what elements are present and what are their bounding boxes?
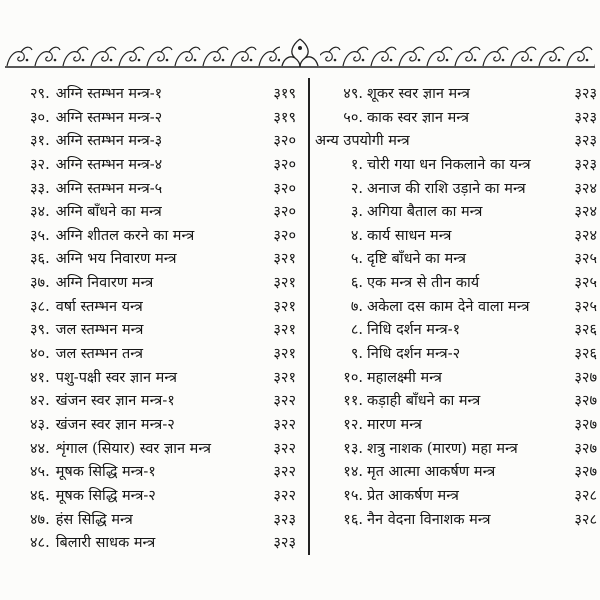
entry-number: ६. <box>350 275 363 292</box>
entry-title: निधि दर्शन मन्त्र-२ <box>367 346 461 363</box>
entry-title: अग्नि शीतल करने का मन्त्र <box>55 227 195 244</box>
entry-page: ३२३ <box>574 133 597 150</box>
entry-title: खंजन स्वर ज्ञान मन्त्र-२ <box>55 416 175 433</box>
entry-title: बिलारी साधक मन्त्र <box>55 535 156 552</box>
entry-page: ३२२ <box>273 487 296 504</box>
entry-number: ४२. <box>30 393 50 410</box>
entry-label <box>30 367 177 391</box>
ornamental-border <box>0 36 600 70</box>
entry-page: ३२४ <box>574 180 597 197</box>
entry-title: अग्नि स्तम्भन मन्त्र-५ <box>55 180 163 197</box>
entry-page: ३२७ <box>574 464 597 481</box>
entry-page: ३२१ <box>273 369 296 386</box>
entry-page: ३२३ <box>574 86 597 102</box>
toc-entry <box>310 319 600 343</box>
entry-title: अग्नि निवारण मन्त्र <box>55 275 154 292</box>
entry-page: ३२२ <box>273 393 296 410</box>
entry-number: ४९. <box>343 86 363 102</box>
entry-title: निधि दर्शन मन्त्र-१ <box>367 322 461 339</box>
entry-page: ३२० <box>273 227 296 244</box>
entry-page: ३२५ <box>574 275 597 292</box>
entry-page: ३२५ <box>574 298 597 315</box>
entry-number: १२. <box>343 416 363 433</box>
entry-title: मूषक सिद्धि मन्त्र-१ <box>55 464 156 481</box>
toc-entry <box>0 532 305 556</box>
entry-number: १३. <box>343 440 363 457</box>
entry-title: अगिया बैताल का मन्त्र <box>367 204 483 221</box>
toc-entry <box>0 296 305 320</box>
entry-page: ३२८ <box>574 487 597 504</box>
entry-number: ४४. <box>30 440 50 457</box>
toc-right-column <box>310 83 600 532</box>
entry-number: ३. <box>350 204 363 221</box>
toc-entry <box>310 343 600 367</box>
entry-title: शत्रु नाशक (मारण) महा मन्त्र <box>367 440 518 457</box>
toc-entry <box>0 343 305 367</box>
entry-page: ३२० <box>273 204 296 221</box>
toc-entry <box>310 225 600 249</box>
entry-label <box>30 532 155 556</box>
toc-entry <box>0 201 305 225</box>
entry-page: ३२४ <box>574 227 597 244</box>
entry-page: ३२५ <box>574 251 597 268</box>
entry-title: नैन वेदना विनाशक मन्त्र <box>367 511 491 528</box>
toc-entry <box>0 83 305 107</box>
entry-page: ३२६ <box>574 346 597 363</box>
entry-page: ३१९ <box>273 86 296 102</box>
toc-entry <box>310 248 600 272</box>
entry-page: ३२१ <box>273 346 296 363</box>
entry-page: ३२६ <box>574 322 597 339</box>
entry-label <box>30 461 156 485</box>
entry-page: ३२२ <box>273 440 296 457</box>
entry-label <box>30 154 162 178</box>
entry-number: ३६. <box>30 251 50 268</box>
entry-page: ३२१ <box>273 251 296 268</box>
entry-label <box>30 225 194 249</box>
toc-entry <box>310 83 600 107</box>
entry-page: ३२७ <box>574 393 597 410</box>
entry-label <box>30 343 143 367</box>
entry-title: चोरी गया धन निकलाने का यन्त्र <box>367 156 531 173</box>
toc-entry <box>310 414 600 438</box>
entry-label <box>30 414 175 438</box>
entry-number: १६. <box>343 511 363 528</box>
entry-number: ४६. <box>30 487 50 504</box>
section-heading <box>310 130 600 154</box>
toc-entry <box>0 461 305 485</box>
entry-page: ३२४ <box>574 204 597 221</box>
entry-page: ३२१ <box>273 322 296 339</box>
entry-page: ३२३ <box>273 535 296 552</box>
entry-page: ३२३ <box>273 511 296 528</box>
toc-entry <box>0 414 305 438</box>
toc-entry <box>0 154 305 178</box>
toc-entry <box>310 367 600 391</box>
entry-page: ३२७ <box>574 440 597 457</box>
entry-number: ३८. <box>30 298 50 315</box>
entry-number: ४१. <box>30 369 50 386</box>
entry-number: ११. <box>343 393 363 410</box>
entry-title: अकेला दस काम देने वाला मन्त्र <box>367 298 530 315</box>
entry-title: अग्नि स्तम्भन मन्त्र-१ <box>55 86 163 102</box>
toc-entry <box>310 107 600 131</box>
entry-label <box>30 390 175 414</box>
entry-label <box>30 296 143 320</box>
toc-entry <box>310 438 600 462</box>
entry-title: प्रेत आकर्षण मन्त्र <box>367 487 459 504</box>
entry-number: २. <box>350 180 363 197</box>
entry-number: ३०. <box>30 109 50 126</box>
entry-number: ३१. <box>30 133 50 150</box>
entry-number: ३२. <box>30 156 50 173</box>
toc-entry <box>310 461 600 485</box>
section-heading-text: अन्य उपयोगी मन्त्र <box>315 133 410 150</box>
toc-entry <box>310 296 600 320</box>
entry-title: पशु-पक्षी स्वर ज्ञान मन्त्र <box>55 369 178 386</box>
entry-number: ४३. <box>30 416 50 433</box>
entry-label <box>30 319 143 343</box>
toc-entry <box>0 485 305 509</box>
entry-title: अग्नि बाँधने का मन्त्र <box>55 204 162 221</box>
toc-entry <box>310 509 600 533</box>
entry-page: ३२१ <box>273 298 296 315</box>
entry-number: ७. <box>350 298 363 315</box>
entry-page: ३२२ <box>273 464 296 481</box>
toc-entry <box>310 272 600 296</box>
entry-number: ३७. <box>30 275 50 292</box>
entry-label <box>30 178 162 202</box>
entry-title: अग्नि स्तम्भन मन्त्र-२ <box>55 109 163 126</box>
toc-entry <box>0 272 305 296</box>
toc-entry <box>0 248 305 272</box>
entry-title: अग्नि स्तम्भन मन्त्र-३ <box>55 133 163 150</box>
entry-title: हंस सिद्धि मन्त्र <box>55 511 133 528</box>
entry-number: १५. <box>343 487 363 504</box>
toc-entry <box>0 319 305 343</box>
entry-number: ३४. <box>30 204 50 221</box>
entry-page: ३२१ <box>273 275 296 292</box>
entry-title: कार्य साधन मन्त्र <box>367 227 452 244</box>
toc-entry <box>0 130 305 154</box>
entry-page: ३२७ <box>574 416 597 433</box>
entry-label <box>30 201 162 225</box>
toc-entry <box>0 107 305 131</box>
entry-title: काक स्वर ज्ञान मन्त्र <box>367 109 469 126</box>
entry-page: ३२३ <box>574 109 597 126</box>
toc-entry <box>0 509 305 533</box>
entry-number: ५०. <box>343 109 363 126</box>
entry-page: ३२० <box>273 156 296 173</box>
entry-title: जल स्तम्भन मन्त्र <box>55 322 144 339</box>
entry-title: शूकर स्वर ज्ञान मन्त्र <box>367 86 470 102</box>
entry-title: वर्षा स्तम्भन यन्त्र <box>55 298 143 315</box>
entry-number: ५. <box>350 251 363 268</box>
entry-page: ३२७ <box>574 369 597 386</box>
entry-title: कड़ाही बाँधने का मन्त्र <box>367 393 481 410</box>
entry-label <box>30 509 133 533</box>
entry-title: महालक्ष्मी मन्त्र <box>367 369 442 386</box>
entry-label <box>30 485 156 509</box>
entry-title: अनाज की राशि उड़ाने का मन्त्र <box>367 180 526 197</box>
toc-entry <box>0 367 305 391</box>
entry-number: १०. <box>343 369 363 386</box>
entry-page: ३२२ <box>273 416 296 433</box>
entry-number: १४. <box>343 464 363 481</box>
entry-label <box>30 272 153 296</box>
entry-page: ३२० <box>273 180 296 197</box>
entry-title: मृत आत्मा आकर्षण मन्त्र <box>367 464 496 481</box>
entry-page: ३२८ <box>574 511 597 528</box>
entry-label <box>30 438 211 462</box>
entry-number: ३९. <box>30 322 50 339</box>
entry-title: मूषक सिद्धि मन्त्र-२ <box>55 487 156 504</box>
entry-title: अग्नि भय निवारण मन्त्र <box>55 251 177 268</box>
entry-number: ३३. <box>30 180 50 197</box>
toc-entry <box>310 201 600 225</box>
entry-label <box>30 248 177 272</box>
entry-number: ४. <box>350 227 363 244</box>
toc-entry <box>310 178 600 202</box>
entry-title: खंजन स्वर ज्ञान मन्त्र-१ <box>55 393 175 410</box>
toc-entry <box>310 485 600 509</box>
entry-title: मारण मन्त्र <box>367 416 422 433</box>
toc-entry <box>0 390 305 414</box>
entry-number: ४०. <box>30 346 50 363</box>
entry-title: अग्नि स्तम्भन मन्त्र-४ <box>55 156 163 173</box>
entry-label <box>30 107 162 131</box>
toc-entry <box>0 225 305 249</box>
toc-entry <box>0 438 305 462</box>
entry-number: ३५. <box>30 227 50 244</box>
entry-title: जल स्तम्भन तन्त्र <box>55 346 143 363</box>
entry-title: शृंगाल (सियार) स्वर ज्ञान मन्त्र <box>55 440 212 457</box>
entry-number: ९. <box>350 346 363 363</box>
entry-number: ४७. <box>30 511 50 528</box>
entry-number: २९. <box>30 86 50 102</box>
entry-title: दृष्टि बाँधने का मन्त्र <box>367 251 467 268</box>
entry-page: ३२३ <box>574 156 597 173</box>
entry-label <box>30 130 162 154</box>
toc-entry <box>310 390 600 414</box>
entry-page: ३१९ <box>273 109 296 126</box>
entry-number: ८. <box>350 322 363 339</box>
toc-entry <box>310 154 600 178</box>
toc-entry <box>0 178 305 202</box>
entry-number: १. <box>350 156 363 173</box>
entry-page: ३२० <box>273 133 296 150</box>
entry-number: ४५. <box>30 464 50 481</box>
entry-label <box>30 83 162 107</box>
entry-number: ४८. <box>30 535 50 552</box>
entry-title: एक मन्त्र से तीन कार्य <box>367 275 480 292</box>
toc-left-column <box>0 83 305 556</box>
